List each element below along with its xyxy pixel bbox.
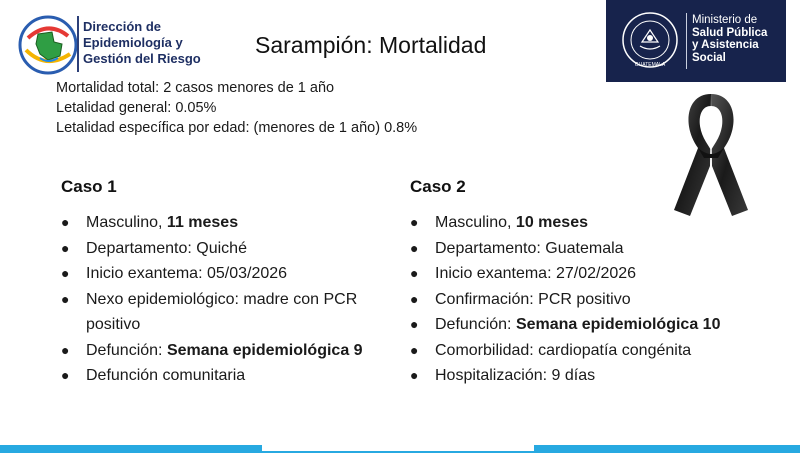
- list-item: [61, 287, 381, 338]
- guatemala-map-logo-icon: [18, 14, 78, 76]
- bullet-icon: ●: [410, 316, 419, 332]
- bullet-icon: ●: [410, 239, 419, 256]
- item-text: Inicio exantema: 27/02/2026: [435, 265, 637, 282]
- item-bold-text: 11 meses: [166, 214, 239, 231]
- ministry-line: Ministerio de: [692, 14, 758, 26]
- org-name-line: Gestión del Riesgo: [83, 51, 201, 66]
- ministry-line: Salud Pública: [692, 26, 768, 39]
- summary-line: Mortalidad total: 2 casos menores de 1 año: [56, 80, 335, 96]
- bullet-icon: ●: [61, 214, 70, 230]
- case-1-list: [61, 210, 381, 389]
- bullet-icon: ●: [410, 367, 419, 383]
- item-text: Inicio exantema: 05/03/2026: [86, 265, 288, 282]
- bullet-icon: ●: [410, 341, 419, 358]
- list-item: [410, 236, 760, 262]
- footer-accent-bar-right: [534, 445, 800, 453]
- item-text: Hospitalización: 9 días: [435, 367, 596, 384]
- item-text: Defunción:: [435, 316, 516, 333]
- summary-line: Letalidad general: 0.05%: [56, 100, 217, 116]
- list-item: [410, 210, 760, 236]
- list-item: [410, 287, 760, 313]
- item-bold-text: 10 meses: [515, 214, 588, 231]
- list-item: [61, 363, 381, 389]
- bullet-icon: ●: [410, 290, 419, 307]
- ministry-line: y Asistencia: [692, 39, 759, 51]
- list-item: [410, 312, 760, 338]
- list-item: [61, 261, 381, 287]
- bullet-icon: ●: [61, 290, 70, 307]
- case-1-section: [61, 176, 381, 389]
- list-item: [410, 363, 760, 389]
- item-text: Departamento: Quiché: [86, 239, 247, 257]
- logo-separator: [77, 16, 79, 72]
- list-item: [61, 210, 381, 236]
- ministry-line: Social: [692, 51, 726, 64]
- seal-text: GUATEMALA: [634, 62, 666, 68]
- list-item: [410, 338, 760, 364]
- item-text: Nexo epidemiológico: madre con PCR positivo: [86, 290, 358, 333]
- list-item: [61, 236, 381, 262]
- guatemala-coat-of-arms-icon: [620, 10, 680, 70]
- org-name-line: Epidemiología y: [83, 35, 183, 50]
- case-2-title: Caso 2: [410, 177, 466, 196]
- bullet-icon: ●: [61, 367, 70, 383]
- item-text: Masculino,: [435, 214, 516, 231]
- ministry-logo-block: [606, 0, 786, 82]
- org-name: [83, 19, 233, 67]
- case-2-list: [410, 210, 760, 389]
- list-item: [61, 338, 381, 364]
- bullet-icon: ●: [61, 341, 70, 358]
- item-text: Defunción comunitaria: [86, 367, 246, 384]
- case-2-section: [410, 176, 760, 389]
- bullet-icon: ●: [410, 214, 419, 230]
- bullet-icon: ●: [61, 239, 70, 256]
- item-text: Departamento: Guatemala: [435, 239, 624, 257]
- mortality-summary: [56, 78, 616, 138]
- org-name-line: Dirección de: [83, 19, 162, 34]
- item-text: Defunción:: [86, 341, 167, 359]
- page-title: Sarampión: Mortalidad: [255, 32, 487, 58]
- bullet-icon: ●: [410, 265, 419, 281]
- item-text: Comorbilidad: cardiopatía congénita: [435, 341, 692, 359]
- list-item: [410, 261, 760, 287]
- bullet-icon: ●: [61, 265, 70, 281]
- summary-line: Letalidad específica por edad: (menores de 1 año) 0.8%: [56, 120, 418, 136]
- item-bold-text: Semana epidemiológica 10: [515, 316, 721, 333]
- item-text: Confirmación: PCR positivo: [435, 290, 631, 308]
- ministry-name: [692, 14, 784, 64]
- case-1-title: Caso 1: [61, 177, 117, 196]
- ministry-separator: [686, 13, 687, 69]
- item-bold-text: Semana epidemiológica 9: [166, 341, 363, 359]
- item-text: Masculino,: [86, 214, 167, 231]
- footer-accent-bar-left: [0, 445, 262, 453]
